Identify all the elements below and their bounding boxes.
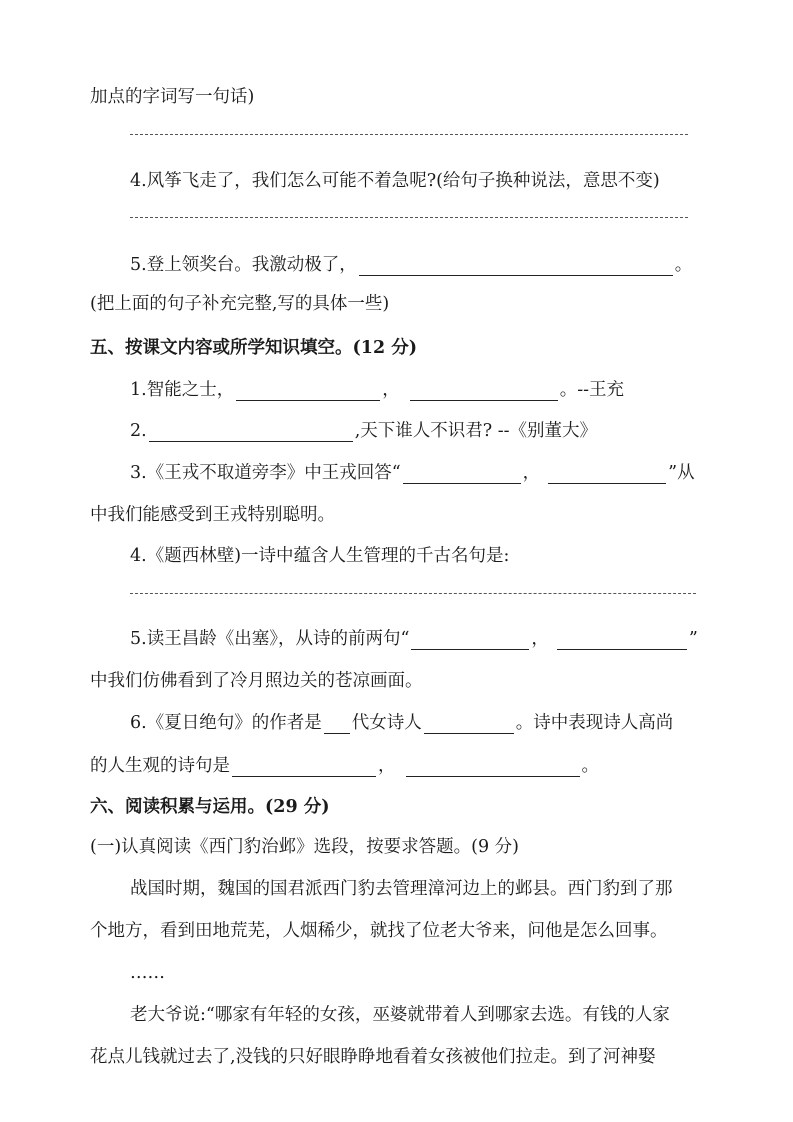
q5-before: 5.登上领奖台。我激动极了， <box>130 255 357 275</box>
passage-line-4: 老大爷说:“哪家有年轻的女孩，巫婆就带着人到哪家去选。有钱的人家 <box>130 1005 670 1025</box>
s5-q5 <box>130 628 698 650</box>
s5-q1-after: 。--王充 <box>559 380 625 400</box>
s5-q2-blank[interactable] <box>149 423 353 442</box>
q3-instruction-tail: 加点的字词写一句话) <box>90 87 255 107</box>
s5-q2 <box>130 420 597 442</box>
s5-q6 <box>130 712 673 734</box>
s5-q3-blank2[interactable] <box>548 465 666 484</box>
s5-q6-line2-before: 的人生观的诗句是 <box>90 756 230 776</box>
answer-line-q4[interactable] <box>130 217 688 218</box>
s5-q6-after: 。诗中表现诗人高尚 <box>515 713 674 733</box>
s5-q3-blank1[interactable] <box>403 465 521 484</box>
s5-q6-blank4[interactable] <box>406 758 580 777</box>
s5-q1-mid: ， <box>382 380 400 400</box>
s5-q4: 4.《题西林壁)一诗中蕴含人生管理的千古名句是: <box>130 546 510 566</box>
s5-q6-before: 6.《夏日绝句》的作者是 <box>130 713 322 733</box>
s5-q1 <box>130 379 624 401</box>
s5-q6-blank3[interactable] <box>232 758 376 777</box>
s5-q5-line2: 中我们仿佛看到了冷月照边关的苍凉画面。 <box>90 671 423 691</box>
s5-q2-after: ,天下谁人不识君? --《别董大》 <box>354 421 598 441</box>
q5-complete-sentence <box>130 254 692 276</box>
q5-blank[interactable] <box>359 257 673 276</box>
s5-q6-mid: 代女诗人 <box>351 713 422 733</box>
s5-q1-blank2[interactable] <box>410 382 558 401</box>
section5-heading: 五、按课文内容或所学知识填空。(12 分) <box>90 338 418 358</box>
s5-q6-line2-mid: ， <box>378 756 396 776</box>
passage-ellipsis: …… <box>130 963 165 983</box>
s5-q6-blank1[interactable] <box>324 715 350 734</box>
q4-sentence-rewrite: 4.风筝飞走了，我们怎么可能不着急呢?(给句子换种说法，意思不变) <box>130 171 660 191</box>
s5-q1-blank1[interactable] <box>236 382 380 401</box>
passage-line-5: 花点儿钱就过去了,没钱的只好眼睁睁地看着女孩被他们拉走。到了河神娶 <box>90 1047 656 1067</box>
s5-q3-line2: 中我们能感受到王戎特别聪明。 <box>90 505 335 525</box>
section6-subheading: (一)认真阅读《西门豹治邺》选段，按要求答题。(9 分) <box>90 837 520 857</box>
s5-q5-after: ” <box>688 629 698 649</box>
s5-q5-before: 5.读王昌龄《出塞》，从诗的前两句“ <box>130 629 410 649</box>
s5-q3-before: 3.《王戎不取道旁李》中王戎回答“ <box>130 463 401 483</box>
s5-q2-before: 2. <box>130 421 147 441</box>
s5-q5-blank1[interactable] <box>411 631 529 650</box>
s5-q3-mid: ， <box>522 463 541 483</box>
s5-q6-blank2[interactable] <box>424 715 514 734</box>
q5-note: (把上面的句子补充完整,写的具体一些) <box>90 294 390 314</box>
answer-line-s5-q4[interactable] <box>130 593 696 594</box>
passage-line-1: 战国时期，魏国的国君派西门豹去管理漳河边上的邺县。西门豹到了那 <box>130 879 673 899</box>
s5-q6-line2 <box>90 755 599 777</box>
s5-q6-line2-after: 。 <box>581 756 599 776</box>
s5-q5-mid: ， <box>531 629 549 649</box>
passage-line-2: 个地方，看到田地荒芜，人烟稀少，就找了位老大爷来，问他是怎么回事。 <box>90 921 668 941</box>
q5-after: 。 <box>674 255 693 275</box>
answer-line-q3[interactable] <box>130 134 688 135</box>
s5-q3 <box>130 462 695 484</box>
s5-q5-blank2[interactable] <box>557 631 687 650</box>
section6-heading: 六、阅读积累与运用。(29 分) <box>90 797 330 817</box>
s5-q1-before: 1.智能之士， <box>130 380 235 400</box>
s5-q3-after: ”从 <box>668 463 695 483</box>
